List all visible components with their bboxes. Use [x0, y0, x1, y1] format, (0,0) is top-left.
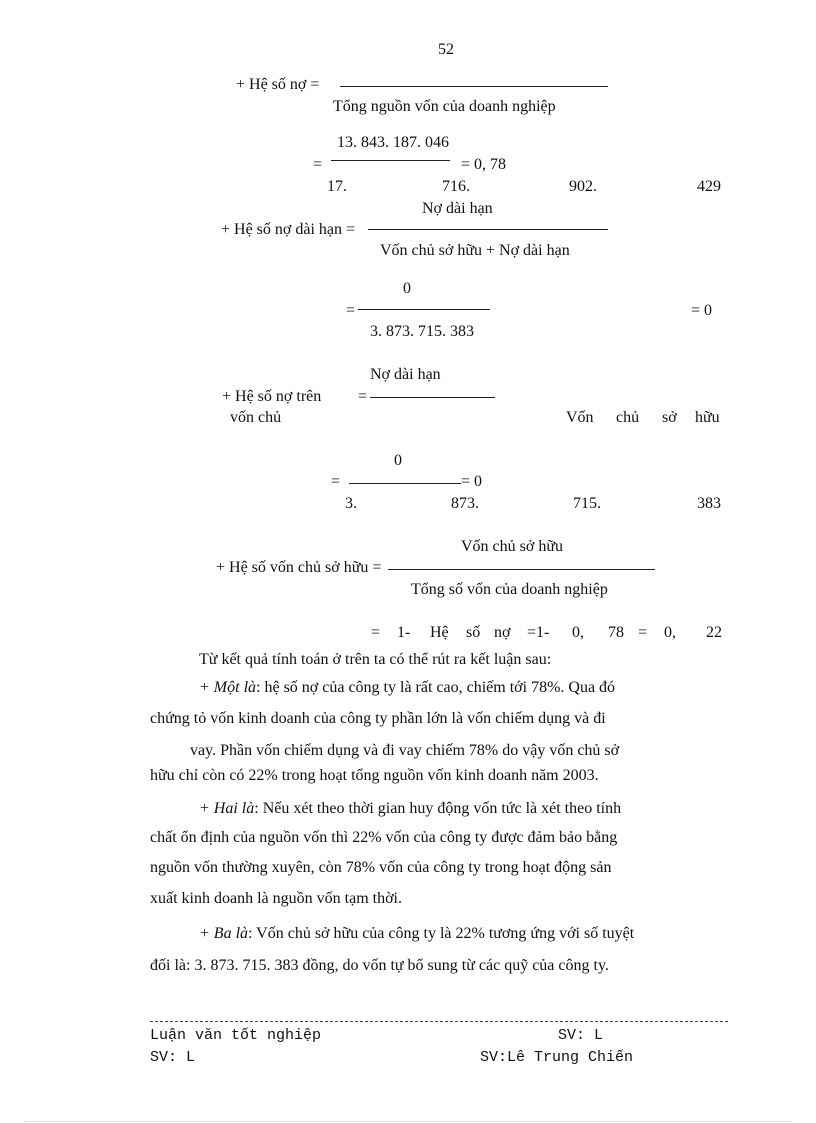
paragraph-line: chứng tỏ vốn kinh doanh của công ty phần lớn là vốn chiếm dụng và đi — [150, 710, 606, 727]
paragraph-line: xuất kinh doanh là nguồn vốn tạm thời. — [150, 890, 402, 907]
paragraph-line: vay. Phần vốn chiếm dụng và đi vay chiếm 78% do vậy vốn chủ sở — [190, 742, 620, 759]
point-label: + Một là — [199, 679, 257, 696]
fraction-line — [370, 397, 495, 398]
formula-part: nợ — [494, 624, 511, 641]
denominator-part: 716. — [442, 178, 470, 195]
footer-student-name: SV:Lê Trung Chiến — [480, 1049, 634, 1066]
fraction-line — [340, 86, 608, 87]
page-number: 52 — [438, 41, 454, 58]
formula-part: 0, — [664, 624, 676, 641]
point-label: + Hai là — [199, 800, 255, 817]
denominator-part: chủ — [616, 409, 640, 426]
paragraph-line: nguồn vốn thường xuyên, còn 78% vốn của công ty trong hoạt động sản — [150, 859, 612, 876]
debt-ratio-label: + Hệ số nợ = — [236, 76, 320, 93]
denominator-part: 3. — [345, 495, 357, 512]
formula-part: =1- — [527, 624, 550, 641]
equity-ratio-denominator: Tổng số vốn của doanh nghiệp — [411, 581, 608, 598]
conclusion-intro: Từ kết quả tính toán ở trên ta có thể rút ra kết luận sau: — [199, 651, 552, 668]
denominator-part: Vốn — [566, 409, 594, 426]
paragraph-line: + Ba là: Vốn chủ sở hữu của công ty là 22% tương ứng với số tuyệt — [199, 925, 635, 942]
paragraph-line: + Hai là: Nếu xét theo thời gian huy động vốn tức là xét theo tính — [199, 800, 622, 817]
fraction-line — [349, 483, 461, 484]
formula-part: 1- — [397, 624, 411, 641]
footer-student-short-2: SV: L — [150, 1049, 196, 1066]
equity-value-denominator: 3. 873. 715. 383 — [370, 323, 474, 340]
denominator-part: hữu — [695, 409, 720, 426]
denominator-part: 715. — [573, 495, 601, 512]
paragraph-line: chất ổn định của nguồn vốn thì 22% vốn của công ty được đảm bảo bằng — [150, 829, 618, 846]
debt-ratio-denominator: Tổng nguồn vốn của doanh nghiệp — [333, 98, 556, 115]
footer-divider — [150, 1021, 728, 1022]
debt-value-numerator: 13. 843. 187. 046 — [337, 134, 449, 151]
formula-part: 22 — [706, 624, 722, 641]
formula-part: 0, — [572, 624, 584, 641]
equals-sign: = — [358, 388, 368, 405]
long-term-debt-denominator: Vốn chủ sở hữu + Nợ dài hạn — [380, 242, 570, 259]
paragraph-line: đối là: 3. 873. 715. 383 đồng, do vốn tự bổ sung từ các quỹ của công ty. — [150, 957, 609, 974]
denominator-part: 902. — [569, 178, 597, 195]
fraction-line — [331, 160, 450, 161]
long-term-debt-label: + Hệ số nợ dài hạn = — [221, 221, 356, 238]
equity-ratio-label: + Hệ số vốn chủ sở hữu = — [216, 559, 382, 576]
fraction-line — [388, 569, 655, 570]
denominator-part: 17. — [327, 178, 347, 195]
equals-sign: = — [331, 473, 341, 490]
paragraph-line: hữu chỉ còn có 22% trong hoạt tổng nguồn vốn kinh doanh năm 2003. — [150, 767, 599, 784]
footer-student-short: SV: L — [558, 1027, 604, 1044]
footer-thesis-label: Luận văn tốt nghiệp — [150, 1027, 322, 1044]
point-label: + Ba là — [199, 925, 249, 942]
numerator-zero: 0 — [394, 452, 402, 469]
debt-to-equity-label: + Hệ số nợ trên — [222, 388, 322, 405]
equals-sign: = — [346, 302, 356, 319]
formula-part: = — [371, 624, 381, 641]
debt-ratio-result: = 0, 78 — [461, 156, 507, 173]
numerator-zero: 0 — [403, 280, 411, 297]
paragraph-line: + Một là: hệ số nợ của công ty là rất cao, chiếm tới 78%. Qua đó — [199, 679, 616, 696]
long-term-debt-result: = 0 — [691, 302, 713, 319]
equals-sign: = — [313, 156, 323, 173]
debt-to-equity-label-2: vốn chủ — [230, 409, 282, 426]
formula-part: Hệ — [430, 624, 449, 641]
page-edge-divider — [24, 1121, 792, 1122]
equity-ratio-numerator: Vốn chủ sở hữu — [461, 538, 564, 555]
fraction-line — [358, 309, 490, 310]
formula-part: 78 — [608, 624, 624, 641]
denominator-part: 383 — [697, 495, 721, 512]
formula-part: số — [466, 624, 481, 641]
denominator-part: 429 — [697, 178, 721, 195]
debt-to-equity-result: = 0 — [461, 473, 483, 490]
debt-to-equity-numerator: Nợ dài hạn — [370, 366, 441, 383]
long-term-debt-numerator: Nợ dài hạn — [422, 200, 493, 217]
denominator-part: sở — [662, 409, 677, 426]
formula-part: = — [638, 624, 648, 641]
fraction-line — [368, 229, 608, 230]
denominator-part: 873. — [451, 495, 479, 512]
